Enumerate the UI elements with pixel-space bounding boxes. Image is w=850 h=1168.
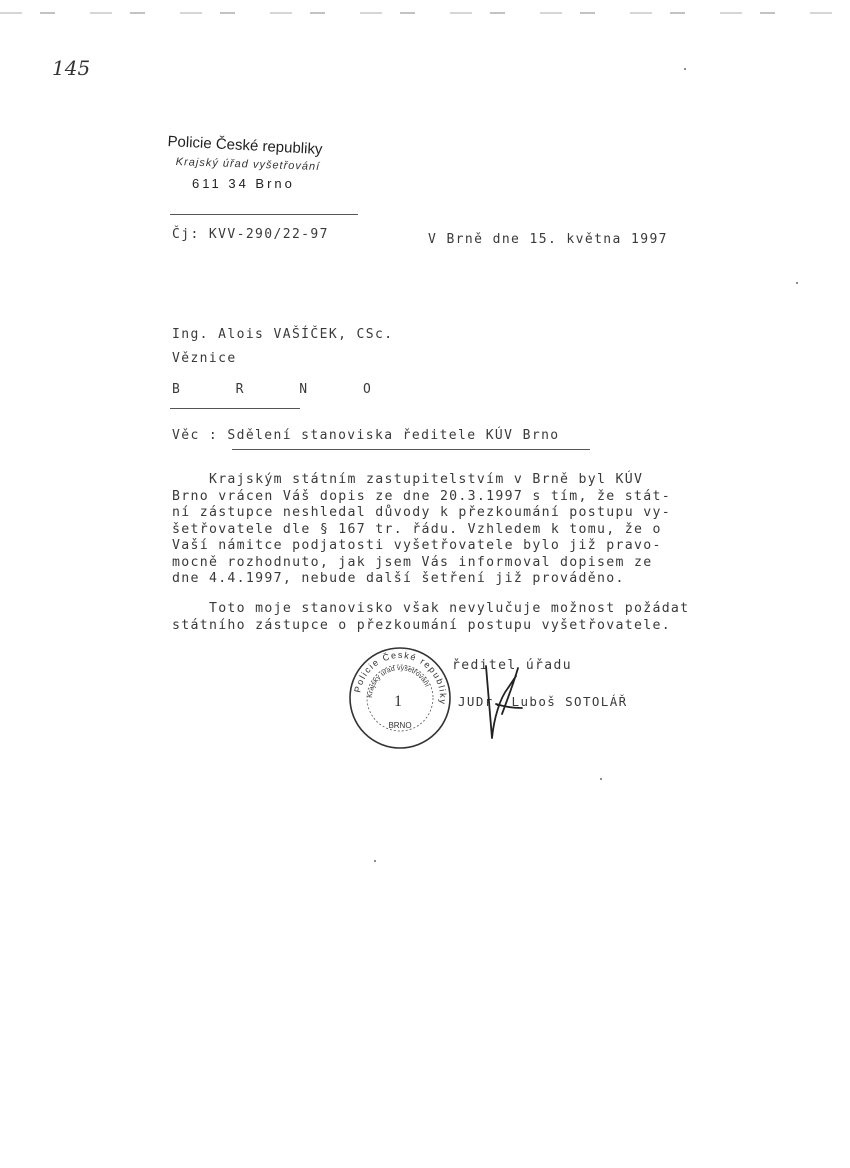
subject-line: Věc : Sdělení stanoviska ředitele KÚV Brno — [172, 428, 560, 443]
date-line: V Brně dne 15. května 1997 — [428, 232, 668, 247]
sender-line1: Policie České republiky — [167, 133, 323, 159]
sender-line2: Krajský úřad vyšetřování — [175, 156, 321, 174]
handwritten-signature — [478, 658, 538, 742]
handwritten-page-number: 145 — [52, 56, 91, 80]
body-line: Krajským státním zastupitelstvím v Brně byl KÚV — [172, 472, 644, 487]
scan-speck — [796, 282, 798, 284]
subject-underline — [232, 449, 590, 450]
body-line: Vaší námitce podjatosti vyšetřovatele bylo již pravo- — [172, 538, 662, 553]
signatory-title: ředitel úřadu — [452, 658, 572, 673]
sender-underline — [170, 214, 358, 215]
body-line: šetřovatele dle § 167 tr. řádu. Vzhledem k tomu, že o — [172, 521, 662, 537]
signatory-name: JUDr. Luboš SOTOLÁŘ — [458, 694, 628, 709]
body-line: Toto moje stanovisko však nevylučuje možnost požádat — [172, 601, 690, 616]
recipient-name: Ing. Alois VAŠÍČEK, CSc. — [172, 327, 394, 342]
body-line: státního zástupce o přezkoumání postupu vyšetřovatele. — [172, 617, 671, 633]
sender-line3: 611 34 Brno — [192, 176, 295, 191]
stamp-inner-text: Krajský úřad vyšetřování — [366, 664, 431, 699]
body-line: mocně rozhodnuto, jak jsem Vás informoval dopisem ze — [172, 554, 653, 570]
scan-speck — [374, 860, 376, 862]
scan-speck — [600, 778, 602, 780]
stamp-city: BRNO — [388, 721, 412, 730]
stamp-outer-text: Policie České republiky — [352, 649, 449, 706]
recipient-underline — [170, 408, 300, 409]
body-line: Brno vrácen Váš dopis ze dne 20.3.1997 s tím, že stát- — [172, 488, 671, 504]
scan-speck — [684, 68, 686, 70]
scan-noise-top — [0, 12, 850, 14]
official-stamp — [348, 646, 452, 750]
body-line: dne 4.4.1997, nebude další šetření již prováděno. — [172, 571, 625, 586]
body-line: ní zástupce neshledal důvody k přezkoumání postupu vy- — [172, 505, 671, 520]
recipient-line3: B R N O — [172, 382, 395, 397]
recipient-line2: Věznice — [172, 351, 237, 366]
reference-number: Čj: KVV-290/22-97 — [172, 227, 329, 242]
stamp-number: 1 — [394, 693, 402, 710]
